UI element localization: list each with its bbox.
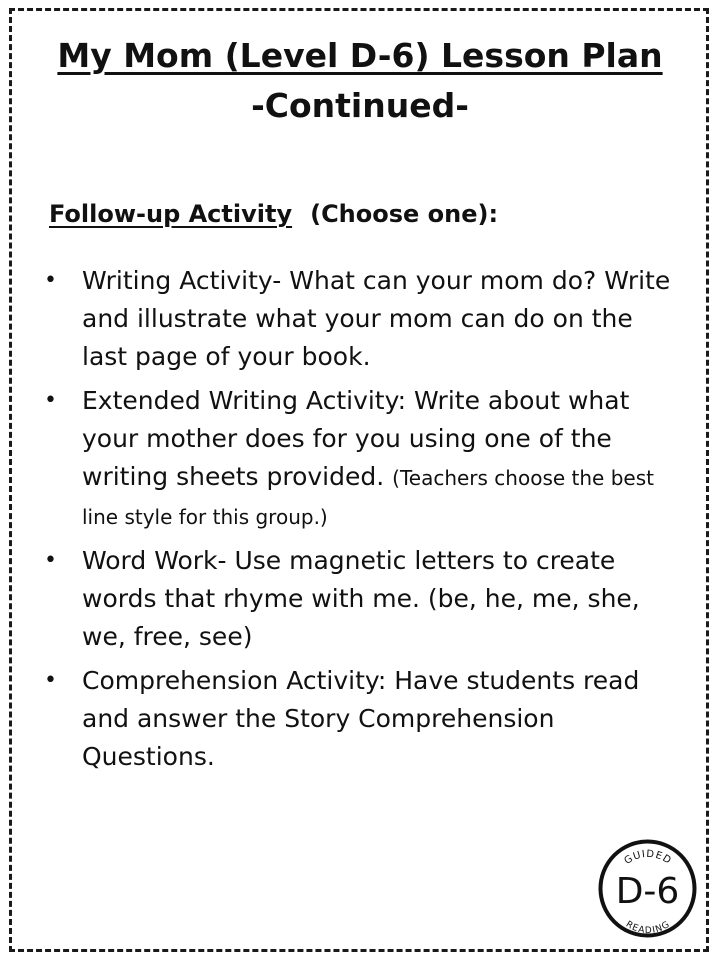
badge-bottom-text: READING <box>623 919 673 937</box>
activity-text: Comprehension Activity: Have students read and answer the Story Comprehension Questions. <box>82 666 640 771</box>
choose-one-label: (Choose one): <box>310 200 499 228</box>
guided-reading-badge <box>597 838 698 939</box>
list-item <box>38 382 678 536</box>
list-item <box>38 662 678 776</box>
badge-top-text: GUIDED <box>622 848 674 867</box>
teacher-note: (Teachers choose the best line style for this group.) <box>82 466 654 529</box>
activity-list <box>38 262 678 782</box>
followup-heading <box>49 197 498 231</box>
bullet-icon: • <box>44 388 57 413</box>
bullet-icon: • <box>44 668 57 693</box>
activity-text: Writing Activity- What can your mom do? Write and illustrate what your mom can do on the last page of your book. <box>82 266 671 371</box>
activity-text: Word Work- Use magnetic letters to create words that rhyme with me. (be, he, me, she, we, free, see) <box>82 546 640 651</box>
page-title: My Mom (Level D-6) Lesson Plan <box>57 36 663 75</box>
list-item <box>38 542 678 656</box>
followup-heading-label: Follow-up Activity <box>49 200 293 228</box>
activity-text: Extended Writing Activity: Write about what your mother does for you using one of the writing sheets provided. <box>82 386 630 491</box>
page-subtitle: -Continued- <box>251 86 469 125</box>
bullet-icon: • <box>44 268 57 293</box>
list-item <box>38 262 678 376</box>
badge-level: D-6 <box>615 871 680 912</box>
bullet-icon: • <box>44 548 57 573</box>
